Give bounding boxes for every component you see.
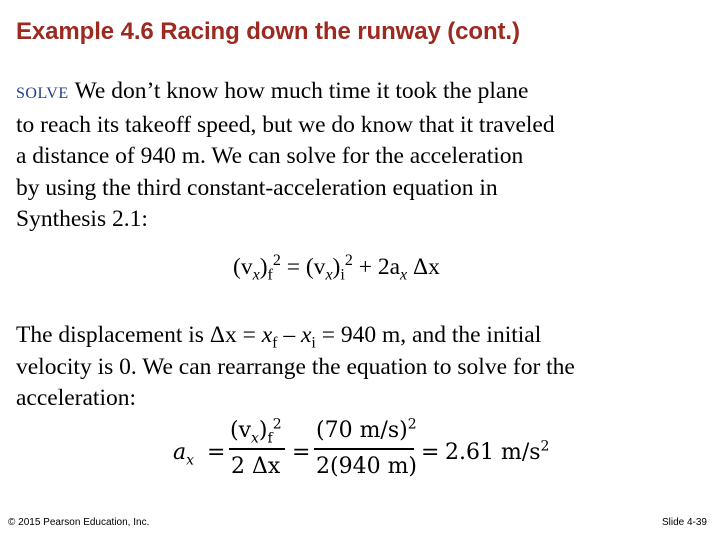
fraction-bar — [229, 448, 285, 450]
paragraph-line: The displacement is $\Delta x = x_f - x_i = 940$ m, and the initial — [16, 322, 542, 352]
solve-label: SOLVE — [16, 85, 69, 102]
eq-numerator: (70 m/s)$^2$ — [316, 416, 417, 443]
eq-lhs: $a_x$ — [173, 440, 195, 469]
kinematic-equation: $(v_x)_f^2 = (v_x)_i^2 + 2a_x$ Δx — [233, 252, 440, 284]
eq-denominator: 2(940 m) — [316, 454, 418, 479]
paragraph-line: by using the third constant-acceleration equation in — [16, 174, 498, 201]
paragraph-line: acceleration: — [16, 385, 137, 412]
paragraph-line: Synthesis 2.1: — [16, 206, 148, 233]
eq-numerator: $(v_x)_f^2$ — [230, 416, 282, 447]
paragraph-text: We don’t know how much time it took the plane — [74, 78, 529, 104]
paragraph-line: velocity is 0. We can rearrange the equation to solve for the — [16, 353, 575, 380]
slide-number: Slide 4-39 — [661, 517, 707, 528]
eq-equals: = — [207, 440, 226, 465]
eq-equals: = — [421, 440, 440, 465]
fraction-bar — [314, 448, 414, 450]
paragraph-line: to reach its takeoff speed, but we do know that it traveled — [16, 111, 555, 138]
eq-equals: = — [292, 440, 311, 465]
copyright-footer: © 2015 Pearson Education, Inc. — [8, 517, 150, 528]
solve-paragraph — [16, 76, 706, 236]
displacement-paragraph — [16, 320, 706, 415]
paragraph-line: a distance of 940 m. We can solve for the acceleration — [16, 143, 524, 170]
eq-denominator: 2 Δx — [231, 454, 281, 479]
eq-result: 2.61 $m/s^2$ — [445, 438, 550, 465]
paragraph-line — [16, 76, 706, 110]
slide-title: Example 4.6 Racing down the runway (cont.) — [16, 18, 520, 45]
